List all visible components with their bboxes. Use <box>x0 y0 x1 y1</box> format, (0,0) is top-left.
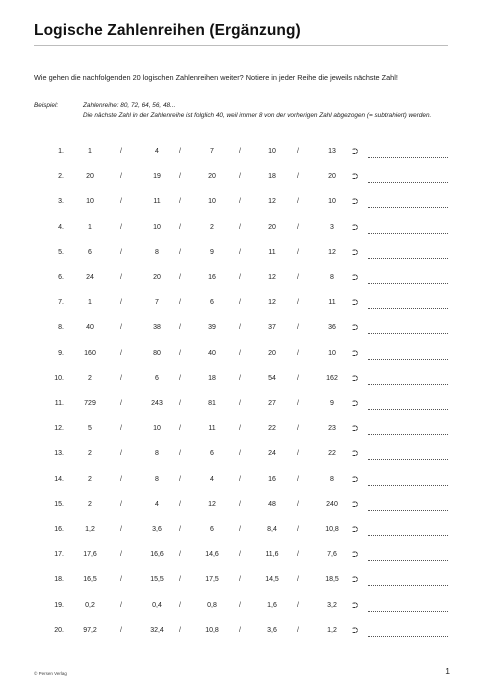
answer-field[interactable] <box>368 258 448 259</box>
sequence-value: 160 <box>84 349 96 357</box>
answer-field[interactable] <box>368 485 448 486</box>
sequence-row <box>0 425 480 439</box>
curved-arrow-icon: ⮊ <box>352 197 359 207</box>
separator-slash: / <box>239 248 241 256</box>
sequence-row <box>0 526 480 540</box>
separator-slash: / <box>239 374 241 382</box>
sequence-value: 10 <box>153 223 161 231</box>
row-number: 15. <box>54 500 64 508</box>
separator-slash: / <box>297 551 299 559</box>
sequence-value: 8 <box>330 274 334 281</box>
curved-arrow-icon: ⮊ <box>352 499 359 509</box>
page-title: Logische Zahlenreihen (Ergänzung) <box>34 22 301 39</box>
answer-field[interactable] <box>368 333 448 334</box>
sequence-value: 12 <box>208 500 216 508</box>
sequence-value: 24 <box>86 274 94 281</box>
sequence-row <box>0 274 480 288</box>
sequence-value: 80 <box>153 349 161 357</box>
separator-slash: / <box>120 248 122 256</box>
sequence-value: 13 <box>328 148 336 155</box>
sequence-value: 6 <box>210 526 214 533</box>
sequence-value: 1 <box>88 223 92 231</box>
separator-slash: / <box>297 626 299 634</box>
sequence-value: 2 <box>88 450 92 458</box>
sequence-value: 20 <box>268 223 276 231</box>
curved-arrow-icon: ⮊ <box>352 323 359 333</box>
sequence-value: 12 <box>328 248 336 256</box>
separator-slash: / <box>239 324 241 332</box>
separator-slash: / <box>297 299 299 307</box>
separator-slash: / <box>239 349 241 357</box>
sequence-value: 17,5 <box>205 576 219 584</box>
answer-field[interactable] <box>368 510 448 511</box>
sequence-value: 14,6 <box>205 551 219 559</box>
separator-slash: / <box>179 601 181 609</box>
row-number: 11. <box>54 400 64 407</box>
separator-slash: / <box>179 324 181 332</box>
curved-arrow-icon: ⮊ <box>352 147 359 156</box>
sequence-value: 6 <box>88 248 92 256</box>
separator-slash: / <box>239 274 241 281</box>
separator-slash: / <box>120 274 122 281</box>
separator-slash: / <box>297 425 299 433</box>
separator-slash: / <box>120 526 122 533</box>
separator-slash: / <box>179 626 181 634</box>
separator-slash: / <box>297 173 299 181</box>
separator-slash: / <box>239 148 241 155</box>
separator-slash: / <box>297 450 299 458</box>
sequence-value: 7 <box>210 148 214 155</box>
answer-field[interactable] <box>368 434 448 435</box>
sequence-value: 27 <box>268 400 276 407</box>
sequence-value: 10 <box>86 198 94 206</box>
sequence-value: 7 <box>155 299 159 307</box>
sequence-value: 20 <box>153 274 161 281</box>
sequence-value: 3,6 <box>267 626 277 634</box>
sequence-value: 81 <box>208 400 216 407</box>
sequence-value: 3,6 <box>152 526 162 533</box>
separator-slash: / <box>120 425 122 433</box>
curved-arrow-icon: ⮊ <box>352 449 359 459</box>
sequence-value: 16,6 <box>150 551 164 559</box>
sequence-value: 18,5 <box>325 576 339 584</box>
answer-field[interactable] <box>368 585 448 586</box>
separator-slash: / <box>179 425 181 433</box>
separator-slash: / <box>179 198 181 206</box>
sequence-value: 54 <box>268 374 276 382</box>
sequence-value: 0,8 <box>207 601 217 609</box>
curved-arrow-icon: ⮊ <box>352 600 359 610</box>
sequence-value: 24 <box>268 450 276 458</box>
sequence-value: 6 <box>210 450 214 458</box>
curved-arrow-icon: ⮊ <box>352 550 359 560</box>
answer-field[interactable] <box>368 308 448 309</box>
separator-slash: / <box>239 223 241 231</box>
sequence-value: 162 <box>326 374 338 382</box>
separator-slash: / <box>239 173 241 181</box>
sequence-value: 20 <box>268 349 276 357</box>
separator-slash: / <box>179 551 181 559</box>
separator-slash: / <box>239 500 241 508</box>
sequence-value: 7,6 <box>327 551 337 559</box>
separator-slash: / <box>120 475 122 483</box>
separator-slash: / <box>239 475 241 483</box>
separator-slash: / <box>179 374 181 382</box>
sequence-row <box>0 224 480 238</box>
sequence-row <box>0 602 480 616</box>
answer-field[interactable] <box>368 157 448 158</box>
separator-slash: / <box>179 400 181 407</box>
sequence-value: 17,6 <box>83 551 97 559</box>
separator-slash: / <box>179 349 181 357</box>
curved-arrow-icon: ⮊ <box>352 247 359 257</box>
sequence-value: 8 <box>155 475 159 483</box>
sequence-value: 12 <box>268 198 276 206</box>
row-number: 18. <box>54 576 64 584</box>
sequence-value: 1,2 <box>85 526 95 533</box>
sequence-value: 240 <box>326 500 338 508</box>
sequence-value: 16,5 <box>83 576 97 584</box>
separator-slash: / <box>297 500 299 508</box>
sequence-row <box>0 299 480 313</box>
sequence-row <box>0 249 480 263</box>
sequence-row <box>0 350 480 364</box>
sequence-value: 4 <box>155 148 159 155</box>
separator-slash: / <box>297 198 299 206</box>
sequence-value: 16 <box>268 475 276 483</box>
sequence-value: 2 <box>210 223 214 231</box>
page-number: 1 <box>445 666 450 676</box>
copyright-notice: © Persen Verlag <box>34 671 67 676</box>
answer-field[interactable] <box>368 409 448 410</box>
sequence-value: 18 <box>208 374 216 382</box>
sequence-value: 10,8 <box>205 626 219 634</box>
sequence-value: 11,6 <box>265 551 279 559</box>
separator-slash: / <box>297 324 299 332</box>
sequence-value: 1 <box>88 299 92 307</box>
sequence-row <box>0 324 480 338</box>
answer-field[interactable] <box>368 182 448 183</box>
separator-slash: / <box>297 374 299 382</box>
sequence-row <box>0 576 480 590</box>
sequence-value: 1 <box>88 148 92 155</box>
row-number: 13. <box>54 450 64 458</box>
sequence-value: 4 <box>155 500 159 508</box>
sequence-value: 243 <box>151 400 163 407</box>
separator-slash: / <box>120 198 122 206</box>
sequence-value: 11 <box>328 299 336 307</box>
sequence-value: 2 <box>88 475 92 483</box>
sequence-value: 10 <box>328 349 336 357</box>
separator-slash: / <box>120 324 122 332</box>
curved-arrow-icon: ⮊ <box>352 474 359 484</box>
sequence-value: 36 <box>328 324 336 332</box>
sequence-value: 10 <box>153 425 161 433</box>
sequence-value: 38 <box>153 324 161 332</box>
sequence-value: 19 <box>153 173 161 181</box>
sequence-value: 3 <box>330 223 334 231</box>
answer-field[interactable] <box>368 384 448 385</box>
separator-slash: / <box>239 601 241 609</box>
example-explanation: Die nächste Zahl in der Zahlenreihe ist folglich 40, weil immer 8 von der vorherigen Zahl abgezogen (= subtrahiert) werden. <box>83 111 432 119</box>
separator-slash: / <box>179 500 181 508</box>
row-number: 12. <box>54 425 64 433</box>
example-label: Beispiel: <box>34 102 59 109</box>
sequence-value: 12 <box>268 299 276 307</box>
separator-slash: / <box>297 601 299 609</box>
separator-slash: / <box>120 374 122 382</box>
sequence-value: 11 <box>268 248 276 256</box>
sequence-value: 11 <box>153 198 161 206</box>
sequence-value: 97,2 <box>83 626 97 634</box>
separator-slash: / <box>120 148 122 155</box>
sequence-value: 18 <box>268 173 276 181</box>
row-number: 1. <box>58 148 64 155</box>
row-number: 17. <box>54 551 64 559</box>
row-number: 14. <box>54 475 64 483</box>
sequence-value: 0,4 <box>152 601 162 609</box>
sequence-value: 1,6 <box>267 601 277 609</box>
curved-arrow-icon: ⮊ <box>352 298 359 308</box>
sequence-value: 4 <box>210 475 214 483</box>
sequence-value: 8 <box>155 248 159 256</box>
sequence-value: 729 <box>84 400 96 407</box>
answer-field[interactable] <box>368 636 448 637</box>
sequence-value: 48 <box>268 500 276 508</box>
separator-slash: / <box>120 349 122 357</box>
separator-slash: / <box>120 450 122 458</box>
row-number: 4. <box>58 223 64 231</box>
separator-slash: / <box>179 576 181 584</box>
sequence-row <box>0 198 480 212</box>
separator-slash: / <box>120 400 122 407</box>
sequence-value: 40 <box>208 349 216 357</box>
separator-slash: / <box>239 425 241 433</box>
sequence-row <box>0 450 480 464</box>
sequence-value: 9 <box>330 400 334 407</box>
row-number: 2. <box>58 173 64 181</box>
sequence-value: 10 <box>328 198 336 206</box>
sequence-value: 2 <box>88 500 92 508</box>
row-number: 19. <box>54 601 64 609</box>
separator-slash: / <box>239 299 241 307</box>
sequence-value: 0,2 <box>85 601 95 609</box>
sequence-value: 16 <box>208 274 216 281</box>
sequence-value: 8 <box>330 475 334 483</box>
separator-slash: / <box>179 223 181 231</box>
sequence-value: 20 <box>208 173 216 181</box>
curved-arrow-icon: ⮊ <box>352 273 359 282</box>
sequence-value: 23 <box>328 425 336 433</box>
separator-slash: / <box>120 576 122 584</box>
answer-field[interactable] <box>368 611 448 612</box>
sequence-value: 6 <box>210 299 214 307</box>
row-number: 9. <box>58 349 64 357</box>
answer-field[interactable] <box>368 207 448 208</box>
separator-slash: / <box>297 148 299 155</box>
sequence-value: 3,2 <box>327 601 337 609</box>
answer-field[interactable] <box>368 359 448 360</box>
answer-field[interactable] <box>368 459 448 460</box>
sequence-value: 20 <box>86 173 94 181</box>
sequence-row <box>0 476 480 490</box>
separator-slash: / <box>239 450 241 458</box>
separator-slash: / <box>179 526 181 533</box>
row-number: 3. <box>58 198 64 206</box>
sequence-row <box>0 400 480 414</box>
separator-slash: / <box>239 551 241 559</box>
sequence-value: 10 <box>268 148 276 155</box>
sequence-value: 8,4 <box>267 526 277 533</box>
separator-slash: / <box>297 576 299 584</box>
sequence-value: 37 <box>268 324 276 332</box>
separator-slash: / <box>120 626 122 634</box>
curved-arrow-icon: ⮊ <box>352 575 359 585</box>
separator-slash: / <box>239 626 241 634</box>
curved-arrow-icon: ⮊ <box>352 424 359 434</box>
sequence-value: 1,2 <box>327 626 337 634</box>
row-number: 10. <box>54 374 64 382</box>
sequence-value: 39 <box>208 324 216 332</box>
curved-arrow-icon: ⮊ <box>352 172 359 182</box>
separator-slash: / <box>297 248 299 256</box>
curved-arrow-icon: ⮊ <box>352 525 359 534</box>
separator-slash: / <box>297 274 299 281</box>
separator-slash: / <box>297 400 299 407</box>
sequence-value: 22 <box>268 425 276 433</box>
curved-arrow-icon: ⮊ <box>352 373 359 383</box>
instructions: Wie gehen die nachfolgenden 20 logischen Zahlenreihen weiter? Notiere in jeder Reihe die jeweils nächste Zahl! <box>34 73 398 82</box>
sequence-value: 22 <box>328 450 336 458</box>
separator-slash: / <box>239 400 241 407</box>
sequence-row <box>0 551 480 565</box>
separator-slash: / <box>120 299 122 307</box>
row-number: 5. <box>58 248 64 256</box>
curved-arrow-icon: ⮊ <box>352 222 359 232</box>
sequence-value: 40 <box>86 324 94 332</box>
sequence-value: 2 <box>88 374 92 382</box>
answer-field[interactable] <box>368 283 448 284</box>
answer-field[interactable] <box>368 535 448 536</box>
row-number: 8. <box>58 324 64 332</box>
example-sequence: Zahlenreihe: 80, 72, 64, 56, 48... <box>83 102 176 109</box>
separator-slash: / <box>179 299 181 307</box>
separator-slash: / <box>239 576 241 584</box>
sequence-row <box>0 501 480 515</box>
separator-slash: / <box>179 475 181 483</box>
separator-slash: / <box>120 223 122 231</box>
title-divider <box>34 45 448 46</box>
sequence-value: 8 <box>155 450 159 458</box>
sequence-value: 20 <box>328 173 336 181</box>
separator-slash: / <box>120 500 122 508</box>
separator-slash: / <box>297 223 299 231</box>
row-number: 20. <box>54 626 64 634</box>
sequence-value: 15,5 <box>150 576 164 584</box>
sequence-row <box>0 173 480 187</box>
row-number: 16. <box>54 526 64 533</box>
separator-slash: / <box>179 173 181 181</box>
separator-slash: / <box>120 173 122 181</box>
sequence-value: 9 <box>210 248 214 256</box>
curved-arrow-icon: ⮊ <box>352 625 359 635</box>
sequence-value: 6 <box>155 374 159 382</box>
sequence-value: 11 <box>208 425 216 433</box>
sequence-value: 5 <box>88 425 92 433</box>
separator-slash: / <box>297 349 299 357</box>
separator-slash: / <box>179 148 181 155</box>
separator-slash: / <box>239 198 241 206</box>
separator-slash: / <box>179 274 181 281</box>
sequence-value: 12 <box>268 274 276 281</box>
sequence-value: 14,5 <box>265 576 279 584</box>
sequence-row <box>0 627 480 641</box>
separator-slash: / <box>239 526 241 533</box>
separator-slash: / <box>120 551 122 559</box>
separator-slash: / <box>297 526 299 533</box>
answer-field[interactable] <box>368 233 448 234</box>
separator-slash: / <box>120 601 122 609</box>
row-number: 6. <box>58 274 64 281</box>
curved-arrow-icon: ⮊ <box>352 348 359 358</box>
sequence-row <box>0 375 480 389</box>
separator-slash: / <box>179 450 181 458</box>
row-number: 7. <box>58 299 64 307</box>
separator-slash: / <box>297 475 299 483</box>
curved-arrow-icon: ⮊ <box>352 399 359 408</box>
sequence-value: 32,4 <box>150 626 164 634</box>
sequence-row <box>0 148 480 162</box>
sequence-value: 10 <box>208 198 216 206</box>
answer-field[interactable] <box>368 560 448 561</box>
separator-slash: / <box>179 248 181 256</box>
sequence-value: 10,8 <box>325 526 339 533</box>
